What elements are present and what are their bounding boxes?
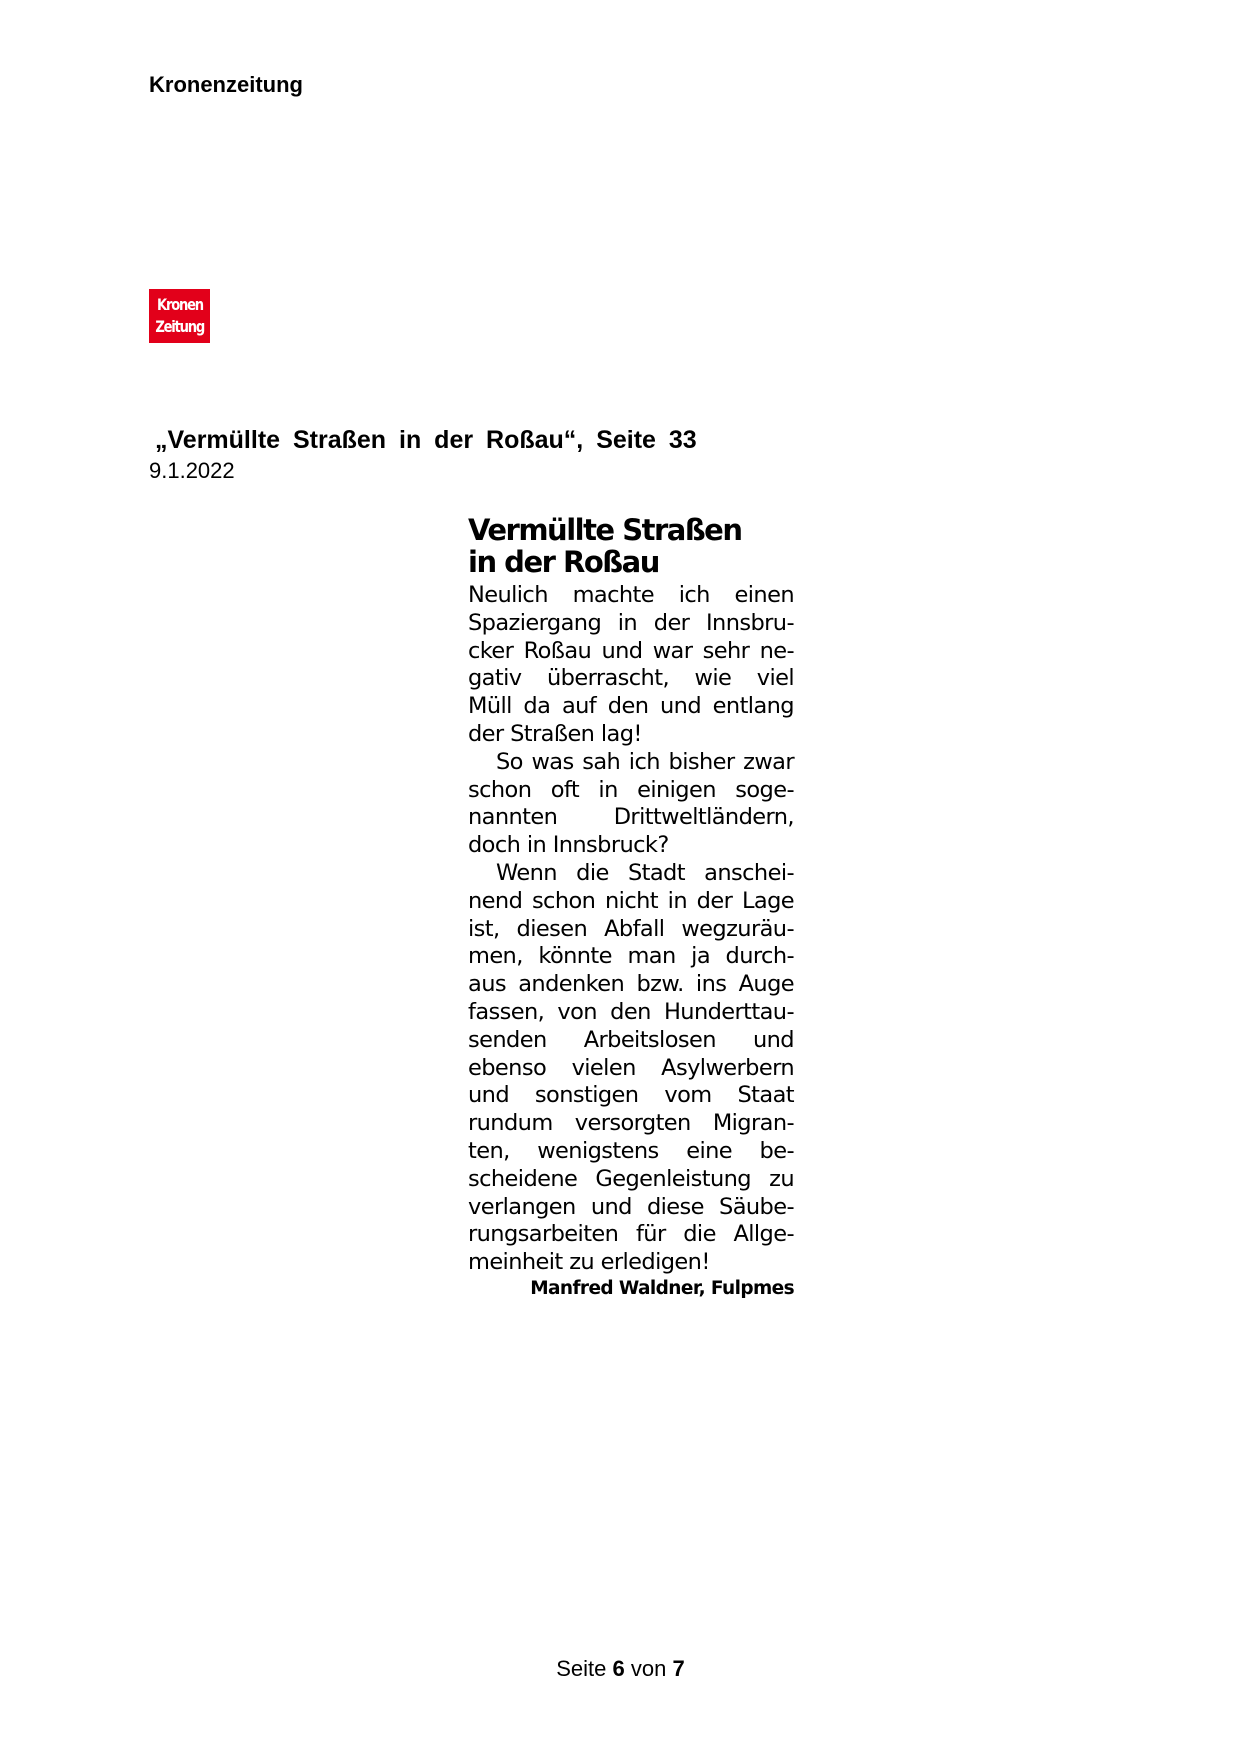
page-number-footer [0, 1656, 1241, 1682]
article-date: 9.1.2022 [149, 458, 235, 483]
body-line: verlangen und diese Säube- [468, 1193, 794, 1220]
body-line: aus andenken bzw. ins Auge [468, 971, 794, 998]
body-line: nannten Drittweltländern, [468, 804, 794, 831]
body-line: schon oft in einigen soge- [468, 776, 794, 803]
body-line: Neulich machte ich einen [468, 582, 794, 608]
body-line: Wenn die Stadt anschei- [496, 859, 794, 886]
body-line: ten, wenigstens eine be- [468, 1137, 794, 1164]
body-line: ebenso vielen Asylwerbern [468, 1054, 794, 1081]
article-reference-title: „Vermüllte Straßen in der Roßau“, Seite 33 [155, 426, 697, 454]
body-line: und sonstigen vom Staat [468, 1082, 794, 1109]
body-line: doch in Innsbruck? [468, 832, 669, 859]
body-line: scheidene Gegenleistung zu [468, 1165, 794, 1192]
body-line: Müll da auf den und entlang [468, 693, 794, 720]
footer-current-page: 6 [612, 1656, 625, 1681]
footer-middle: von [630, 1656, 667, 1681]
clipping-author: Manfred Waldner, Fulpmes [530, 1277, 794, 1299]
footer-total-pages: 7 [672, 1656, 685, 1681]
footer-prefix: Seite [556, 1656, 607, 1681]
body-line: meinheit zu erledigen! [468, 1249, 710, 1276]
body-line: fassen, von den Hunderttau- [468, 998, 794, 1025]
body-line: senden Arbeitslosen und [468, 1026, 794, 1053]
body-line: So was sah ich bisher zwar [496, 748, 794, 775]
kronen-zeitung-logo [149, 289, 210, 343]
clipping-headline [468, 514, 794, 578]
body-line: nend schon nicht in der Lage [468, 887, 794, 914]
clipping-headline-line-2: in der Roßau [468, 545, 659, 579]
newspaper-clipping [468, 514, 794, 1301]
clipping-body [468, 582, 794, 1277]
body-line: Spaziergang in der Innsbru- [468, 609, 794, 636]
logo-line-1: Kronen [156, 295, 203, 314]
body-line: rungsarbeiten für die Allge- [468, 1221, 794, 1248]
body-line: gativ überrascht, wie viel [468, 665, 794, 692]
publication-name: Kronenzeitung [149, 72, 303, 97]
body-line: der Straßen lag! [468, 720, 642, 747]
body-line: ist, diesen Abfall wegzuräu- [468, 915, 794, 942]
body-line: men, könnte man ja durch- [468, 943, 794, 970]
clipping-headline-line-1: Vermüllte Straßen [468, 513, 742, 547]
body-line: cker Roßau und war sehr ne- [468, 637, 794, 664]
logo-line-2: Zeitung [155, 317, 204, 336]
body-line: rundum versorgten Migran- [468, 1110, 794, 1137]
